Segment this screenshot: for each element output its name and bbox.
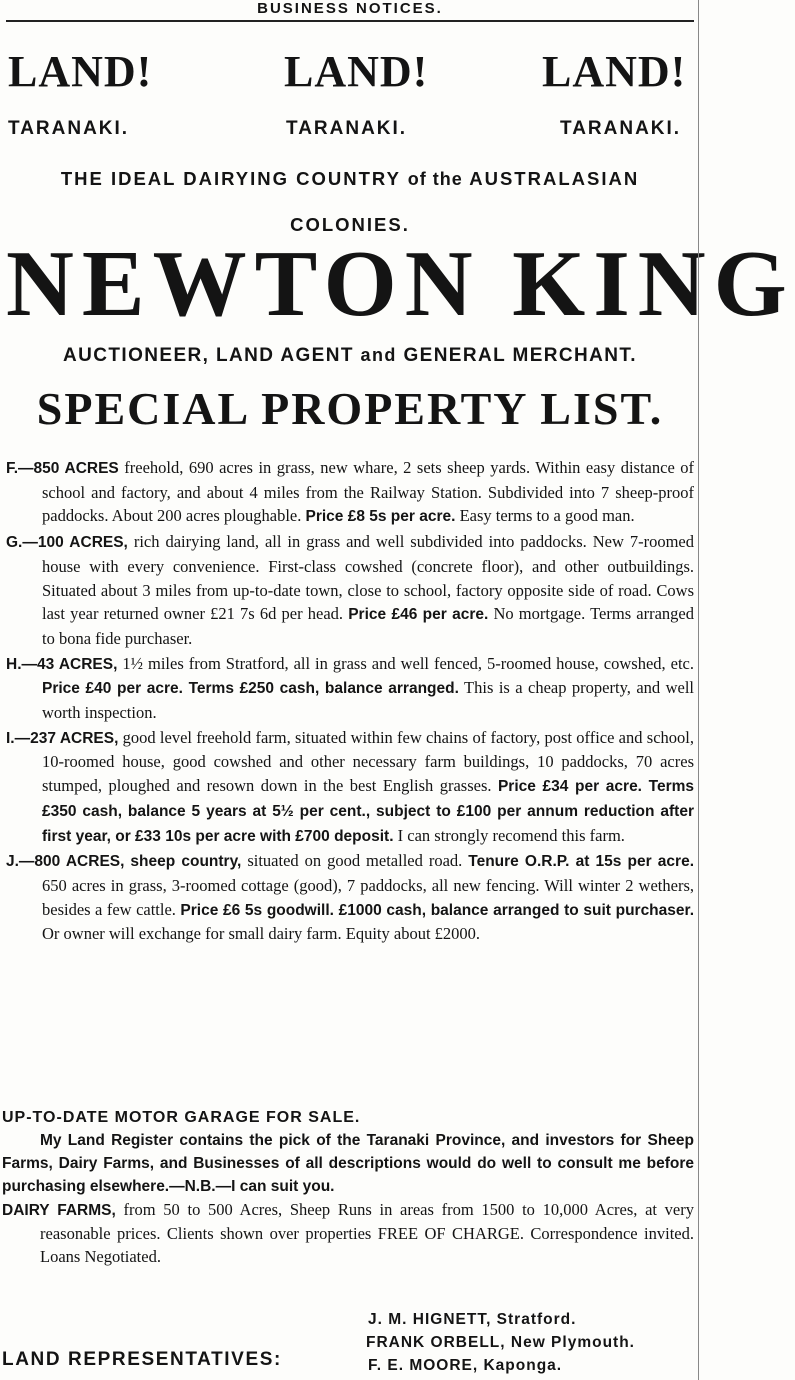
listing-text: I can strongly recomend this farm. bbox=[393, 825, 625, 845]
property-listings bbox=[4, 456, 694, 946]
region-word-1: TARANAKI. bbox=[8, 118, 130, 139]
listing-lead: F.—850 ACRES bbox=[6, 460, 119, 477]
listing-f bbox=[4, 456, 694, 529]
tagline-part-3: AUSTRALASIAN bbox=[469, 168, 640, 189]
listing-text: situated on good metalled road. bbox=[241, 851, 469, 871]
land-word-3: LAND! bbox=[542, 47, 687, 96]
region-banner bbox=[6, 118, 694, 142]
subtitle-part-2: and bbox=[360, 345, 397, 365]
listing-price: Price £8 5s per acre. bbox=[305, 508, 456, 526]
representatives-label: LAND REPRESENTATIVES: bbox=[2, 1349, 282, 1370]
representative: J. M. HIGNETT, Stratford. bbox=[368, 1311, 577, 1328]
listing-lead-2: sheep country, bbox=[130, 853, 242, 871]
dairy-text: from 50 to 500 Acres, Sheep Runs in areas from 1500 to 10,000 Acres, at very reasonable prices. Clients shown over properties FREE OF CHARGE. Correspondence invited. Loans Negotiated. bbox=[40, 1200, 694, 1266]
listing-text: Easy terms to a good man. bbox=[455, 506, 635, 526]
listing-text: 650 acres in grass, 3-roomed cottage (good), 7 paddocks, all new fencing. Will winter 2 wethers, besides a few cattle. bbox=[42, 875, 694, 919]
listing-tenure: Tenure O.R.P. at 15s per acre. bbox=[468, 853, 694, 871]
listing-i bbox=[4, 726, 694, 849]
listing-j bbox=[4, 849, 694, 946]
listing-g bbox=[4, 530, 694, 651]
representatives-list bbox=[366, 1308, 635, 1377]
column-rule bbox=[698, 0, 699, 1380]
listing-text: freehold, 690 acres in grass, new whare, 2 sets sheep yards. Within easy distance of school and factory, and about 4 miles from the Railway Station. Subdivided into 7 sheep-proof paddocks. About 200 acres ploughable. bbox=[42, 458, 695, 526]
listing-lead: J.—800 ACRES, bbox=[6, 853, 125, 871]
region-word-3: TARANAKI. bbox=[560, 118, 682, 139]
listing-text: rich dairying land, all in grass and well subdivided into paddocks. New 7-roomed house with every convenience. First-class cowshed (concrete floor), and other outbuildings. Situated about 3 miles from up-to-date town, close to school, factory opposite side of road. Cows last year returned owner £21 7s 6d per head. bbox=[42, 532, 694, 624]
listing-text: No mortgage. Terms arranged to bona fide purchaser. bbox=[42, 604, 694, 648]
tagline-part-2: of the bbox=[407, 169, 463, 189]
listing-price: Price £6 5s goodwill. £1000 cash, balance arranged to suit purchaser. bbox=[180, 901, 694, 919]
listing-text: good level freehold farm, situated within few chains of factory, post office and school, 10-roomed house, good cowshed and other necessary farm buildings, 10 paddocks, 70 acres stumped, ploughed and resown down in the best English grasses. bbox=[42, 727, 694, 796]
listing-h bbox=[4, 652, 694, 725]
business-name: NEWTON KING bbox=[6, 232, 795, 336]
listing-lead: G.—100 ACRES, bbox=[6, 534, 128, 552]
region-word-2: TARANAKI. bbox=[286, 118, 408, 139]
land-representatives bbox=[2, 1308, 694, 1378]
land-word-1: LAND! bbox=[8, 47, 153, 96]
listing-text: This is a cheap property, and well worth inspection. bbox=[42, 678, 694, 723]
listing-price: Price £46 per acre. bbox=[348, 606, 489, 624]
list-title: SPECIAL PROPERTY LIST. bbox=[36, 383, 664, 434]
subtitle-part-3: GENERAL MERCHANT. bbox=[403, 345, 637, 366]
land-register-note: My Land Register contains the pick of the Taranaki Province, and investors for Sheep Farms, Dairy Farms, and Businesses of all descriptions would do well to consult me before purchasing elsewhere.—N.B.—I can suit you. bbox=[2, 1132, 694, 1195]
business-subtitle bbox=[6, 343, 694, 368]
listing-price: Price £34 per acre. Terms £350 cash, balance 5 years at 5½ per cent., subject to £100 per annum reduction after first year, or £33 10s per acre with £700 deposit. bbox=[42, 778, 695, 845]
listing-text: Or owner will exchange for small dairy farm. Equity about £2000. bbox=[42, 924, 481, 944]
representative: FRANK ORBELL, New Plymouth. bbox=[366, 1334, 635, 1351]
listing-price: Price £40 per acre. Terms £250 cash, balance arranged. bbox=[42, 680, 459, 698]
listing-lead: I.—237 ACRES, bbox=[6, 729, 119, 747]
closing-notices bbox=[2, 1107, 694, 1268]
listing-lead: H.—43 ACRES, bbox=[6, 655, 118, 673]
representative: F. E. MOORE, Kaponga. bbox=[368, 1357, 563, 1374]
section-heading: BUSINESS NOTICES. bbox=[257, 0, 443, 17]
dairy-lead: DAIRY FARMS, bbox=[2, 1202, 116, 1219]
subtitle-part-1: AUCTIONEER, LAND AGENT bbox=[63, 345, 354, 366]
dairy-farms-note bbox=[2, 1198, 694, 1268]
heading-rule bbox=[6, 20, 694, 22]
tagline-part-4: COLONIES. bbox=[290, 214, 410, 235]
tagline-part-1: THE IDEAL DAIRYING COUNTRY bbox=[60, 168, 401, 189]
listing-text: 1½ miles from Stratford, all in grass and well fenced, 5-roomed house, cowshed, etc. bbox=[117, 653, 694, 673]
garage-heading: UP-TO-DATE MOTOR GARAGE FOR SALE. bbox=[2, 1109, 361, 1126]
land-banner bbox=[6, 48, 694, 98]
land-word-2: LAND! bbox=[284, 47, 429, 96]
